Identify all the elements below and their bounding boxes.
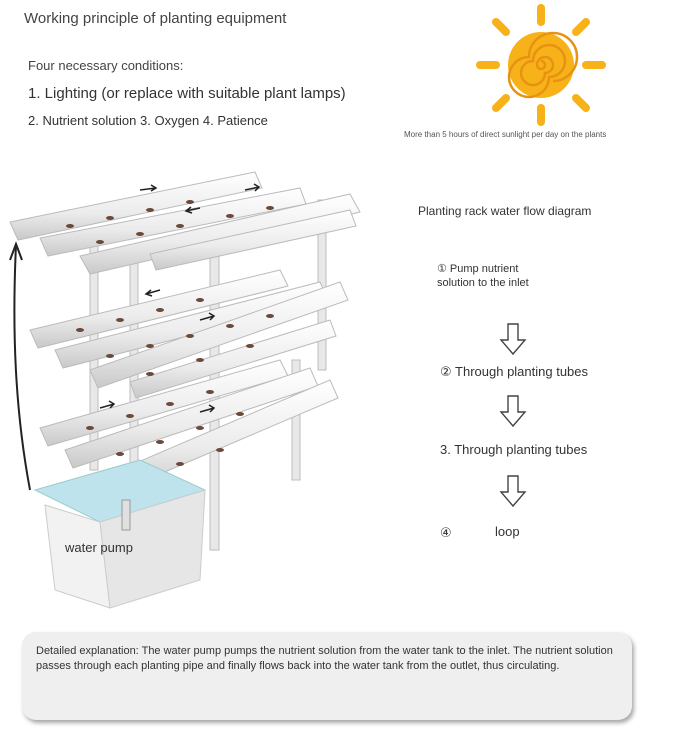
flow-step-3: 3. Through planting tubes (440, 442, 588, 457)
page-title: Working principle of planting equipment (24, 10, 287, 27)
water-tank (35, 460, 205, 608)
conditions-heading: Four necessary conditions: (28, 58, 184, 73)
hydroponic-rack-illustration (0, 160, 380, 620)
flow-step-2: ② Through planting tubes (440, 364, 589, 379)
water-pump-label: water pump (65, 540, 133, 555)
condition-lighting: 1. Lighting (or replace with suitable plant lamps) (28, 85, 346, 102)
condition-others: 2. Nutrient solution 3. Oxygen 4. Patience (28, 113, 268, 128)
down-arrow-icon (498, 474, 528, 508)
flow-step-4: loop (495, 524, 520, 539)
flow-step-4-number: ④ (440, 525, 452, 540)
flow-title: Planting rack water flow diagram (418, 204, 592, 218)
down-arrow-icon (498, 322, 528, 356)
sun-caption: More than 5 hours of direct sunlight per day on the plants (404, 130, 607, 139)
down-arrow-icon (498, 394, 528, 428)
flow-step-1: ① Pump nutrient solution to the inlet (437, 263, 529, 289)
sun-icon (466, 0, 616, 130)
tier-1-pipes (10, 172, 360, 274)
explanation-box: Detailed explanation: The water pump pumps the nutrient solution from the water tank to the inlet. The nutrient solution passes through each planting pipe and finally flows back into the water tank from the outlet, thus circulating. (22, 632, 632, 720)
